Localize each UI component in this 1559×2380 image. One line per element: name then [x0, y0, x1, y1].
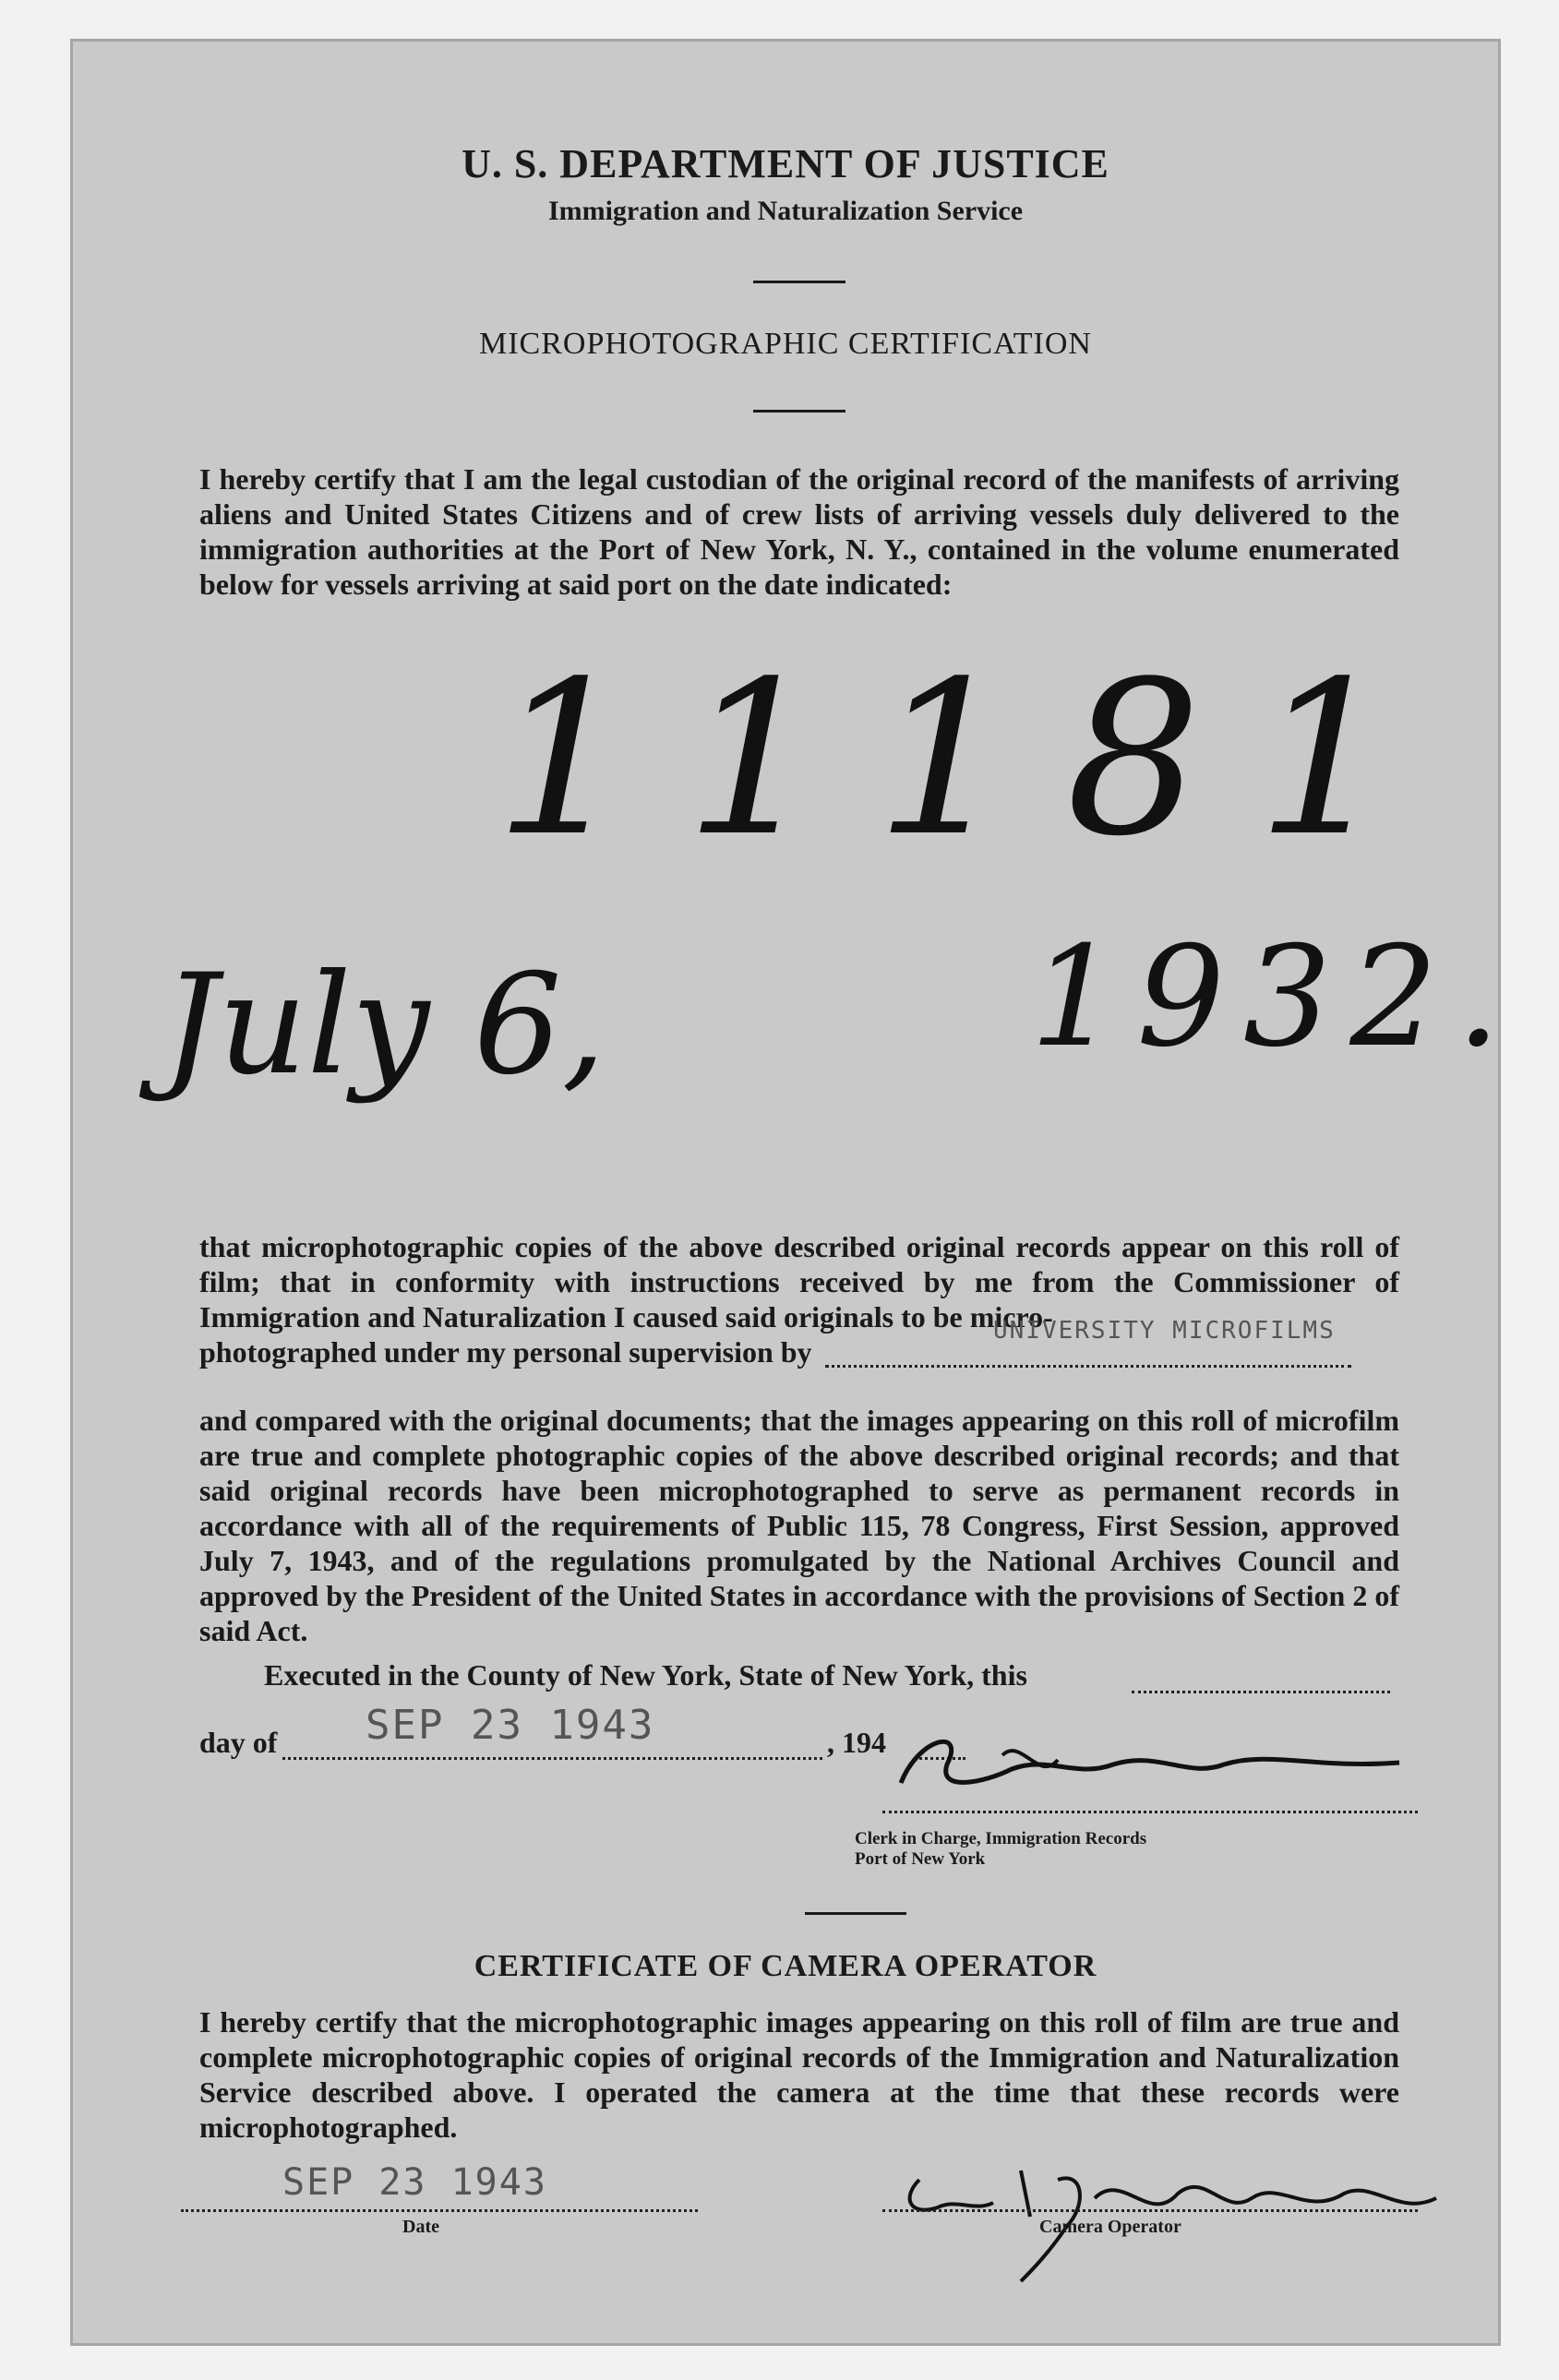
- body-paragraph-part1: that microphotographic copies of the above described original records appear on this roll of film; that in conformity with instructions received by me from the Commissioner of Immigration and Naturalization I caused said originals to be micro-: [199, 1230, 1399, 1334]
- day-stamp: SEP 23 1943: [366, 1702, 655, 1749]
- executed-text: Executed in the County of New York, State of New York, this: [264, 1658, 1027, 1692]
- day-of-label: day of: [199, 1726, 278, 1759]
- handwritten-volume-number: [495, 637, 1447, 888]
- executed-dotted-line: [1132, 1691, 1390, 1693]
- camera-certificate-text: I hereby certify that the microphotographic images appearing on this roll of film are true and complete microphotographic copies of original records of the Immigration and Naturalization Service described above. I operated the camera at the time that these records were microphotographed.: [199, 2005, 1399, 2144]
- clerk-title-line2: Port of New York: [855, 1849, 986, 1869]
- executed-line: [264, 1658, 1027, 1692]
- clerk-title-line1: Clerk in Charge, Immigration Records: [855, 1829, 1147, 1848]
- date-month-day-text: July 6,: [162, 945, 606, 1106]
- service-subheading: Immigration and Naturalization Service: [547, 196, 1024, 226]
- date-label: Date: [402, 2217, 439, 2237]
- camera-certificate-title: CERTIFICATE OF CAMERA OPERATOR: [474, 1949, 1097, 1983]
- camera-date-line: [181, 2209, 698, 2212]
- clerk-title: [855, 1829, 1146, 1870]
- day-dotted-line: [282, 1757, 822, 1760]
- date-year-text: 1932.: [1030, 917, 1519, 1078]
- supervision-prefix: photographed under my personal supervision by: [199, 1335, 812, 1369]
- certification-card: [70, 39, 1519, 2346]
- intro-paragraph: I hereby certify that I am the legal custodian of the original record of the manifests of arriving aliens and United States Citizens and of crew lists of arriving vessels duly delivered to the immigration authorities at the Port of New York, N. Y., contained in the volume enumerated below for vessels arriving at said port on the date indicated:: [199, 462, 1399, 601]
- supervisor-dotted-line: [825, 1365, 1351, 1368]
- department-heading: U. S. DEPARTMENT OF JUSTICE: [462, 141, 1109, 186]
- year-prefix: , 194: [827, 1726, 886, 1759]
- body-paragraph-part2: and compared with the original documents; that the images appearing on this roll of microfilm are true and complete photographic copies of the above described original records; and that said original records have been microphotographed to serve as permanent records in accordance with all of the requirements of Public 115, 78 Congress, First Session, approved July 7, 1943, and of the regulations promulgated by the National Archives Council and approved by the President of the United States in accordance with the provisions of Section 2 of said Act.: [199, 1404, 1399, 1647]
- supervisor-stamp: UNIVERSITY MICROFILMS: [993, 1317, 1336, 1345]
- divider: [805, 1912, 906, 1915]
- operator-label: Camera Operator: [1039, 2217, 1181, 2237]
- clerk-signature-line: [882, 1811, 1418, 1813]
- supervision-line: [199, 1317, 1399, 1372]
- operator-signature: [882, 2143, 1455, 2281]
- volume-number-text: 11181: [495, 637, 1447, 883]
- camera-date-stamp: SEP 23 1943: [282, 2161, 547, 2204]
- divider: [753, 281, 845, 283]
- divider: [753, 410, 845, 413]
- handwritten-date: [144, 906, 1519, 1183]
- operator-signature-line: [882, 2209, 1418, 2212]
- clerk-signature: [882, 1728, 1418, 1811]
- certification-title: MICROPHOTOGRAPHIC CERTIFICATION: [478, 327, 1092, 361]
